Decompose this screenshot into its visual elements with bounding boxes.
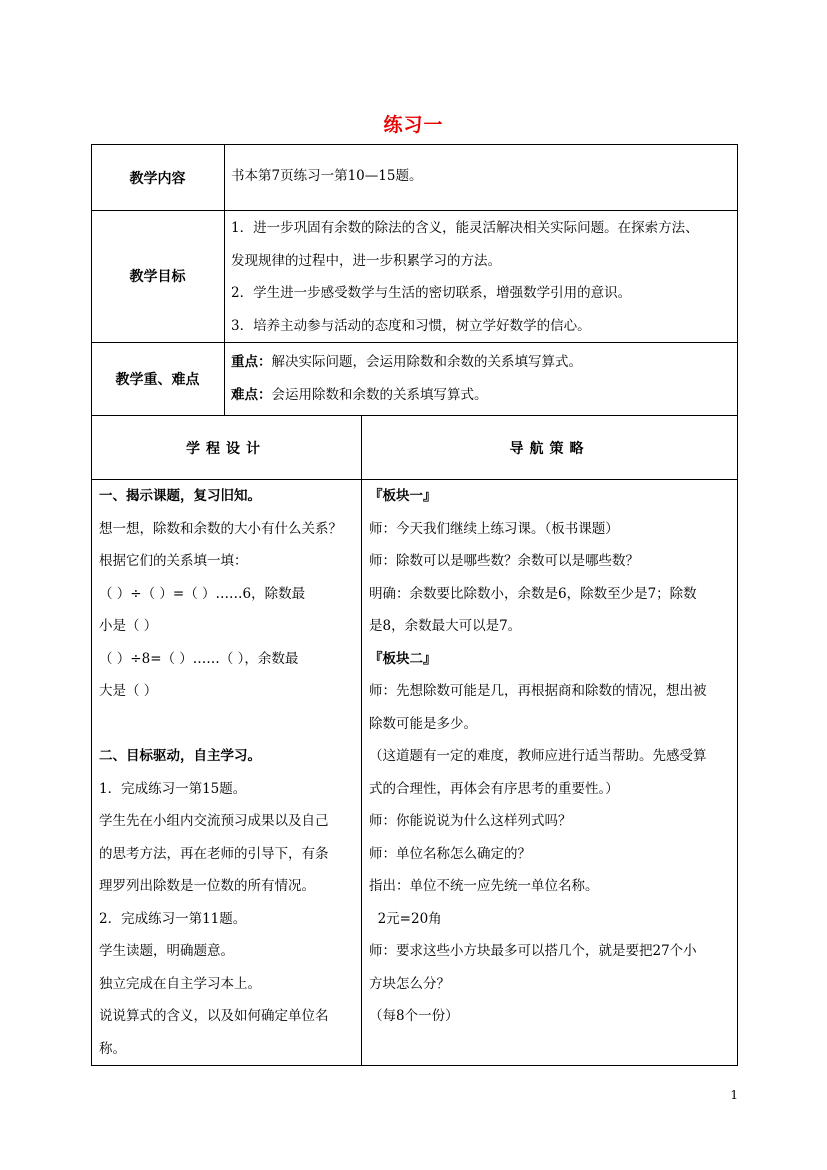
strategy-line: 方块怎么分？ xyxy=(369,975,450,992)
strategy-line: 师：单位名称怎么确定的？ xyxy=(369,845,531,862)
design-line: 大是（ ） xyxy=(99,683,158,699)
design-line: 理罗列出除数是一位数的所有情况。 xyxy=(99,878,315,894)
difficult-text: 会运用除数和余数的关系填写算式。 xyxy=(271,386,488,403)
navigation-strategy-column xyxy=(369,480,707,1033)
strategy-line: 指出：单位不统一应先统一单位名称。 xyxy=(369,878,599,894)
strategy-line: 师：你能说说为什么这样列式吗？ xyxy=(369,813,572,829)
blank-line xyxy=(99,708,342,741)
design-line: 说说算式的含义，以及如何确定单位名 xyxy=(99,1008,329,1024)
goal-line: 2．学生进一步感受数学与生活的密切联系，增强数学引用的意识。 xyxy=(231,285,632,301)
col-divider xyxy=(361,415,362,1066)
design-line: 学生先在小组内交流预习成果以及自己 xyxy=(99,813,329,829)
strategy-line: 除数可能是多少。 xyxy=(369,715,477,732)
design-line: （ ）÷8=（ ）……（ ），余数最 xyxy=(99,650,299,667)
design-line: 独立完成在自主学习本上。 xyxy=(99,975,261,992)
key-text: 解决实际问题，会运用除数和余数的关系填写算式。 xyxy=(271,354,582,370)
design-line: 1．完成练习一第15题。 xyxy=(99,780,247,797)
design-line: 小是（ ） xyxy=(99,618,158,634)
design-line: （ ）÷（ ）=（ ）……6，除数最 xyxy=(99,585,306,602)
strategy-line: （每8个一份） xyxy=(369,1008,459,1024)
learning-design-column xyxy=(99,480,342,1065)
label-key-points: 教学重、难点 xyxy=(115,372,200,388)
strategy-line: 师：今天我们继续上练习课。（板书课题） xyxy=(369,520,619,537)
col-divider xyxy=(224,144,225,415)
goal-line: 1．进一步巩固有余数的除法的含义，能灵活解决相关实际问题。在探索方法、 xyxy=(231,220,699,236)
block-heading: 『板块一』 xyxy=(369,488,437,504)
difficult-point-line xyxy=(231,379,582,412)
strategy-line: 师：先想除数可能是几，再根据商和除数的情况，想出被 xyxy=(369,683,707,699)
content-text: 书本第7页练习一第10—15题。 xyxy=(231,168,423,184)
goal-line: 3．培养主动参与活动的态度和习惯，树立学好数学的信心。 xyxy=(231,317,591,334)
goals-text xyxy=(231,212,699,342)
design-line: 想一想，除数和余数的大小有什么关系？ xyxy=(99,520,342,537)
design-line: 根据它们的关系填一填： xyxy=(99,553,248,569)
key-label: 重点： xyxy=(231,354,272,370)
design-line: 学生读题，明确题意。 xyxy=(99,943,234,959)
label-content: 教学内容 xyxy=(129,171,186,187)
key-points-text xyxy=(231,346,582,411)
strategy-line: 明确：余数要比除数小，余数是6，除数至少是7；除数 xyxy=(369,585,697,602)
page-number: 1 xyxy=(730,1088,738,1102)
strategy-line: 师：要求这些小方块最多可以搭几个，就是要把27个小 xyxy=(369,943,697,959)
strategy-line: 式的合理性，再体会有序思考的重要性。） xyxy=(369,780,619,797)
strategy-line: 是8，余数最大可以是7。 xyxy=(369,618,522,634)
strategy-line: 师：除数可以是哪些数？余数可以是哪些数？ xyxy=(369,553,639,569)
label-goals: 教学目标 xyxy=(129,269,186,285)
design-line: 的思考方法，再在老师的引导下，有条 xyxy=(99,845,329,862)
goal-line: 发现规律的过程中，进一步积累学习的方法。 xyxy=(231,252,501,269)
section-heading: 二、目标驱动，自主学习。 xyxy=(99,748,261,764)
strategy-line: 2元=20角 xyxy=(369,910,442,927)
header-navigation-strategy: 导航策略 xyxy=(509,441,590,457)
page-title: 练习一 xyxy=(383,114,444,136)
strategy-line: （这道题有一定的难度，教师应进行适当帮助。先感受算 xyxy=(369,748,707,764)
design-line: 称。 xyxy=(99,1040,126,1057)
header-learning-design: 学程设计 xyxy=(186,441,266,457)
row-divider xyxy=(91,210,738,211)
block-heading: 『板块二』 xyxy=(369,650,437,667)
section-heading: 一、揭示课题，复习旧知。 xyxy=(99,488,261,504)
row-divider xyxy=(91,415,738,416)
difficult-label: 难点： xyxy=(231,386,272,403)
design-line: 2．完成练习一第11题。 xyxy=(99,910,247,927)
row-divider xyxy=(91,342,738,343)
key-point-line xyxy=(231,346,582,379)
